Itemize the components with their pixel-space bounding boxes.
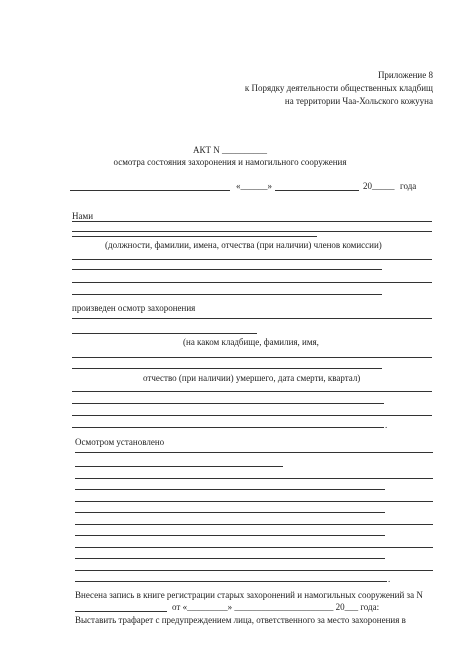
blank-line [75, 524, 433, 525]
blank-line [72, 415, 432, 416]
date-year-word: года [400, 181, 417, 191]
blank-line [75, 535, 385, 536]
commission-hint: (должности, фамилии, имена, отчества (при наличии) членов комиссии) [105, 240, 382, 250]
month-blank [275, 190, 359, 191]
blank-line [75, 512, 385, 513]
appendix-line-3: на территории Чаа-Хольского кожууна [284, 96, 433, 106]
blank-line [72, 403, 384, 404]
blank-line [75, 466, 283, 467]
blank-line [72, 282, 432, 283]
inspection-label: произведен осмотр захоронения [72, 303, 196, 313]
blank-line [75, 478, 433, 479]
blank-line [75, 501, 433, 502]
date-year: 20_____ [363, 181, 395, 191]
registry-line-1: Внесена запись в книге регистрации старых захоронений и намогильных сооружений за N [75, 590, 423, 600]
blank-line [72, 221, 432, 222]
blank-line [72, 294, 382, 295]
period-mark: . [388, 574, 391, 584]
blank-line [75, 570, 433, 571]
blank-line [72, 318, 432, 319]
blank-line [72, 231, 432, 232]
date-day: «______» [236, 181, 272, 191]
blank-line [75, 611, 167, 612]
blank-line [75, 452, 433, 453]
registry-line-3: Выставить трафарет с предупреждением лица, ответственного за место захоронения в [75, 615, 406, 625]
blank-line [72, 236, 317, 237]
blank-line [72, 368, 382, 369]
findings-label: Осмотром установлено [75, 437, 165, 447]
period-mark: . [385, 420, 388, 430]
inspection-hint-2: отчество (при наличии) умершего, дата смерти, квартал) [143, 373, 361, 383]
blank-line [72, 357, 432, 358]
act-subtitle: осмотра состояния захоронения и намогильного сооружения [113, 157, 347, 167]
blank-line [75, 581, 387, 582]
appendix-line-1: Приложение 8 [377, 70, 433, 80]
blank-line [75, 547, 433, 548]
blank-line [72, 427, 384, 428]
appendix-line-2: к Порядку деятельности общественных кладбищ [244, 83, 433, 93]
blank-line [72, 391, 432, 392]
blank-line [75, 489, 385, 490]
blank-line [72, 269, 382, 270]
blank-line [72, 333, 257, 334]
place-blank [70, 190, 230, 191]
blank-line [72, 259, 432, 260]
blank-line [75, 558, 385, 559]
inspection-hint-1: (на каком кладбище, фамилия, имя, [183, 337, 319, 347]
registry-line-2: от «_________» ______________________ 20___ года: [172, 602, 380, 612]
act-title: АКТ N __________ [193, 145, 267, 155]
nami-label: Нами [72, 211, 94, 221]
